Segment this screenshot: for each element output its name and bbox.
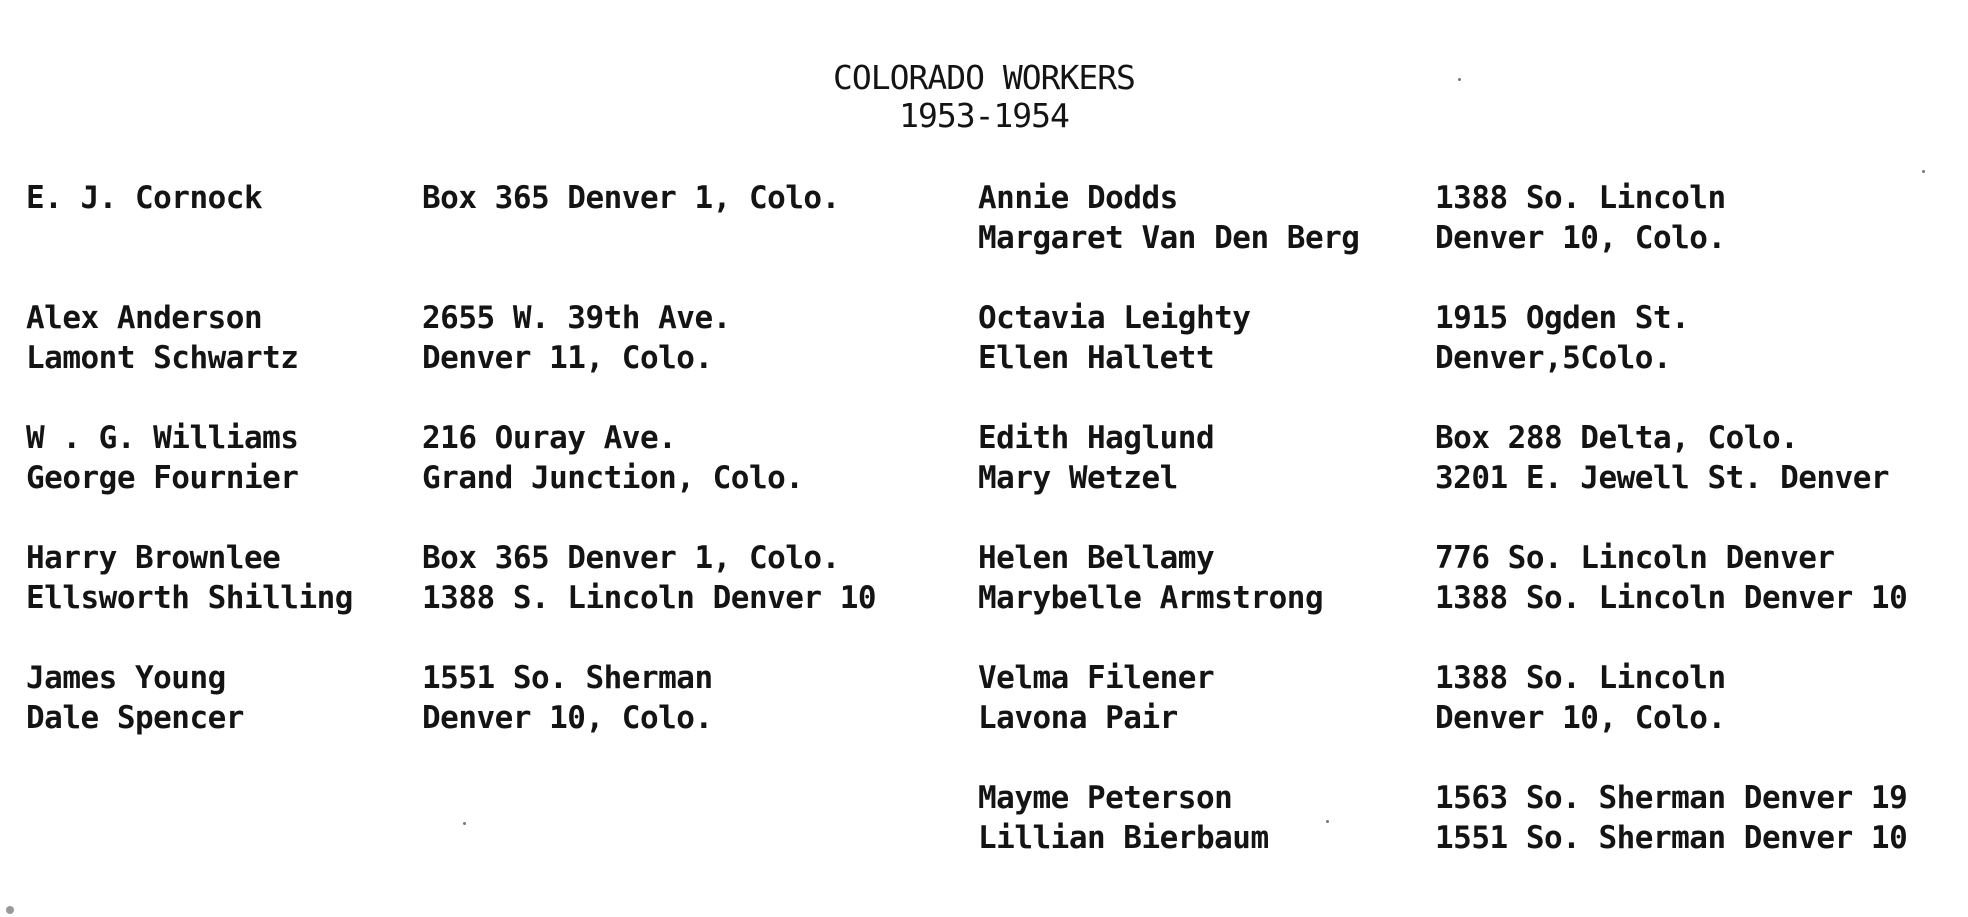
worker-name: Alex Anderson: [26, 300, 263, 336]
scan-speck: [463, 822, 466, 825]
right-group: [1435, 298, 1907, 378]
worker-name: Mary Wetzel: [978, 460, 1178, 496]
left-group: [422, 298, 876, 378]
worker-name: Ellsworth Shilling: [26, 580, 353, 616]
worker-address: Grand Junction, Colo.: [422, 460, 804, 496]
worker-name: Lamont Schwartz: [26, 340, 299, 376]
left-group: [26, 298, 353, 378]
document-years: 1953-1954: [899, 96, 1069, 135]
scan-speck: [1458, 78, 1461, 81]
worker-name: [26, 218, 353, 258]
worker-name: Edith Haglund: [978, 420, 1215, 456]
worker-address: Box 365 Denver 1, Colo.: [422, 180, 840, 216]
worker-address: Denver,5Colo.: [1435, 340, 1672, 376]
worker-address: 1563 So. Sherman Denver 19: [1435, 780, 1908, 816]
worker-address: 1388 S. Lincoln Denver 10: [422, 580, 877, 616]
right-names-column: [978, 178, 1359, 898]
worker-name: Annie Dodds: [978, 180, 1178, 216]
worker-address: Box 288 Delta, Colo.: [1435, 420, 1799, 456]
worker-address: Denver 10, Colo.: [1435, 220, 1726, 256]
left-group: [422, 658, 876, 738]
left-group: [26, 658, 353, 738]
worker-name: Octavia Leighty: [978, 300, 1251, 336]
worker-address: 1388 So. Lincoln: [1435, 180, 1726, 216]
right-group: [978, 778, 1359, 858]
worker-address: [422, 218, 876, 258]
worker-name: Helen Bellamy: [978, 540, 1215, 576]
left-group: [422, 178, 876, 258]
worker-name: Margaret Van Den Berg: [978, 220, 1360, 256]
worker-name: Mayme Peterson: [978, 780, 1233, 816]
scan-speck: [6, 906, 14, 914]
worker-address: Denver 10, Colo.: [1435, 700, 1726, 736]
worker-name: Marybelle Armstrong: [978, 580, 1324, 616]
worker-address: Denver 10, Colo.: [422, 700, 713, 736]
right-group: [978, 658, 1359, 738]
document-title: COLORADO WORKERS: [833, 58, 1135, 97]
right-group: [978, 178, 1359, 258]
worker-name: James Young: [26, 660, 226, 696]
left-names-column: [26, 178, 353, 778]
left-group: [422, 418, 876, 498]
left-group: [422, 538, 876, 618]
worker-name: George Fournier: [26, 460, 299, 496]
worker-address: 3201 E. Jewell St. Denver: [1435, 460, 1890, 496]
left-group: [26, 418, 353, 498]
right-group: [978, 538, 1359, 618]
right-group: [978, 418, 1359, 498]
worker-address: 776 So. Lincoln Denver: [1435, 540, 1835, 576]
worker-address: Box 365 Denver 1, Colo.: [422, 540, 840, 576]
worker-name: Ellen Hallett: [978, 340, 1215, 376]
right-group: [1435, 778, 1907, 858]
worker-address: 1915 Ogden St.: [1435, 300, 1690, 336]
worker-name: Lavona Pair: [978, 700, 1178, 736]
worker-address: 1388 So. Lincoln Denver 10: [1435, 580, 1908, 616]
worker-address: Denver 11, Colo.: [422, 340, 713, 376]
scan-speck: [1326, 820, 1329, 823]
left-group: [26, 538, 353, 618]
right-group: [1435, 658, 1907, 738]
worker-address: 1388 So. Lincoln: [1435, 660, 1726, 696]
worker-address: 2655 W. 39th Ave.: [422, 300, 731, 336]
worker-address: 1551 So. Sherman Denver 10: [1435, 820, 1908, 856]
right-group: [1435, 418, 1907, 498]
right-group: [1435, 538, 1907, 618]
worker-name: E. J. Cornock: [26, 180, 263, 216]
worker-name: Velma Filener: [978, 660, 1215, 696]
worker-name: Harry Brownlee: [26, 540, 281, 576]
right-group: [1435, 178, 1907, 258]
left-group: [26, 178, 353, 258]
worker-address: 1551 So. Sherman: [422, 660, 713, 696]
left-addresses-column: [422, 178, 876, 778]
worker-name: Dale Spencer: [26, 700, 244, 736]
scan-speck: [1922, 170, 1925, 173]
right-group: [978, 298, 1359, 378]
worker-name: Lillian Bierbaum: [978, 820, 1269, 856]
worker-name: W . G. Williams: [26, 420, 299, 456]
right-addresses-column: [1435, 178, 1907, 898]
worker-address: 216 Ouray Ave.: [422, 420, 677, 456]
